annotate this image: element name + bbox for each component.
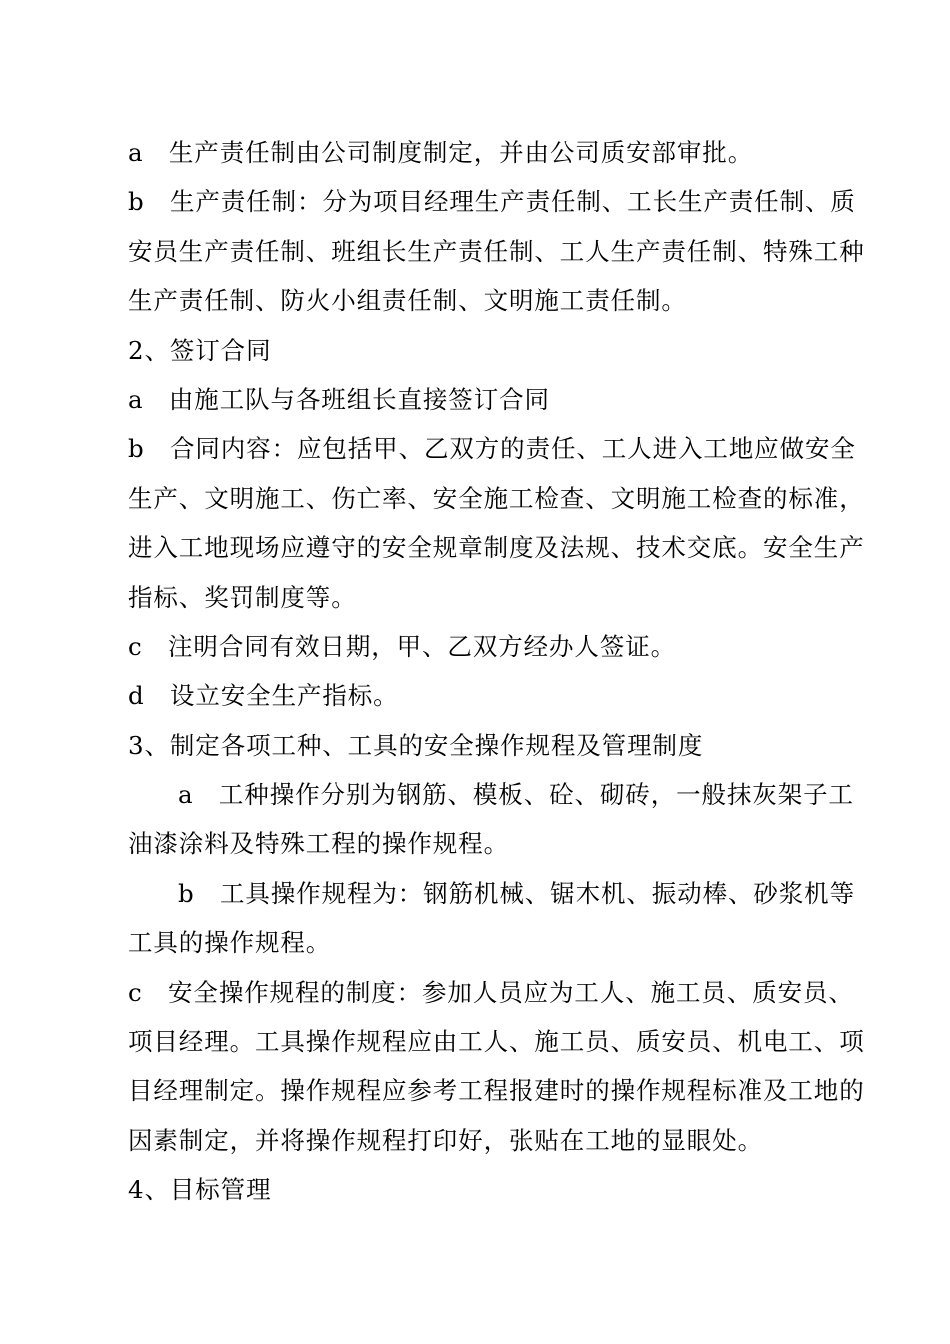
text-line: 安员生产责任制、班组长生产责任制、工人生产责任制、特殊工种 bbox=[128, 236, 865, 266]
section-heading: 2、签订合同 bbox=[128, 335, 272, 365]
text-line: 因素制定，并将操作规程打印好，张贴在工地的显眼处。 bbox=[128, 1125, 763, 1155]
text-line: b 合同内容：应包括甲、乙双方的责任、工人进入工地应做安全 bbox=[128, 434, 856, 464]
text-line: 目经理制定。操作规程应参考工程报建时的操作规程标准及工地的 bbox=[128, 1076, 865, 1106]
text-line: 指标、奖罚制度等。 bbox=[128, 582, 357, 612]
section-heading: 4、目标管理 bbox=[128, 1175, 272, 1205]
text-line: c 注明合同有效日期，甲、乙双方经办人签证。 bbox=[128, 631, 677, 661]
text-line: b 工具操作规程为：钢筋机械、锯木机、振动棒、砂浆机等 bbox=[178, 878, 855, 908]
text-line: d 设立安全生产指标。 bbox=[128, 681, 399, 711]
text-line: 工具的操作规程。 bbox=[128, 928, 332, 958]
text-line: a 工种操作分别为钢筋、模板、砼、砌砖，一般抹灰架子工 bbox=[178, 780, 854, 810]
text-line: a 生产责任制由公司制度制定，并由公司质安部审批。 bbox=[128, 138, 754, 167]
text-line: a 由施工队与各班组长直接签订合同 bbox=[128, 384, 550, 414]
text-line: 项目经理。工具操作规程应由工人、施工员、质安员、机电工、项 bbox=[128, 1027, 865, 1057]
text-line: 生产责任制、防火小组责任制、文明施工责任制。 bbox=[128, 286, 687, 316]
text-line: b 生产责任制：分为项目经理生产责任制、工长生产责任制、质 bbox=[128, 187, 856, 217]
text-line: 进入工地现场应遵守的安全规章制度及法规、技术交底。安全生产 bbox=[128, 533, 865, 563]
page-bottom-margin bbox=[0, 1220, 950, 1344]
text-line: 生产、文明施工、伤亡率、安全施工检查、文明施工检查的标准， bbox=[128, 483, 865, 513]
text-line: c 安全操作规程的制度：参加人员应为工人、施工员、质安员、 bbox=[128, 977, 854, 1007]
document-page bbox=[128, 128, 873, 1215]
section-heading: 3、制定各项工种、工具的安全操作规程及管理制度 bbox=[128, 730, 704, 760]
text-line: 油漆涂料及特殊工程的操作规程。 bbox=[128, 829, 509, 859]
